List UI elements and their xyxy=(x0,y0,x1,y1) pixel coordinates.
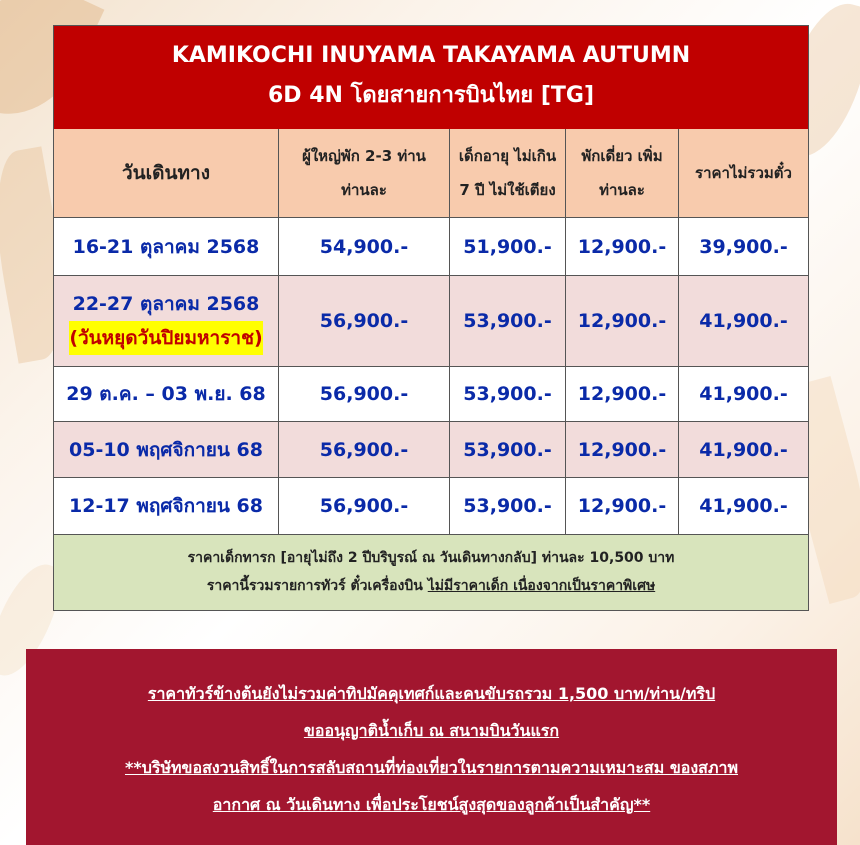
child-price: 53,900.- xyxy=(450,276,566,367)
terms-footer xyxy=(26,649,837,845)
single-supplement: 12,900.- xyxy=(566,367,679,422)
travel-date: 29 ต.ค. – 03 พ.ย. 68 xyxy=(54,367,279,422)
no-ticket-price: 41,900.- xyxy=(679,422,808,478)
price-table xyxy=(53,25,809,611)
child-price: 51,900.- xyxy=(450,218,566,276)
tour-title xyxy=(54,26,808,129)
travel-date xyxy=(54,276,279,367)
adult-price: 56,900.- xyxy=(279,367,450,422)
adult-price: 56,900.- xyxy=(279,276,450,367)
no-ticket-price: 41,900.- xyxy=(679,478,808,535)
single-supplement: 12,900.- xyxy=(566,276,679,367)
table-row xyxy=(54,422,808,478)
table-row xyxy=(54,367,808,422)
header-child: เด็กอายุ ไม่เกิน 7 ปี ไม่ใช้เตียง xyxy=(450,129,566,218)
collection-note: ขออนุญาติน้ำเก็บ ณ สนามบินวันแรก xyxy=(303,721,560,740)
holiday-note: (วันหยุดวันปิยมหาราช) xyxy=(69,321,262,355)
rights-note-1: **บริษัทขอสงวนสิทธิ์ในการสลับสถานที่ท่องเที่ยวในรายการตามความเหมาะสม ของสภาพ xyxy=(124,758,739,777)
adult-price: 56,900.- xyxy=(279,422,450,478)
child-price: 53,900.- xyxy=(450,422,566,478)
single-supplement: 12,900.- xyxy=(566,218,679,276)
header-single: พักเดี่ยว เพิ่ม ท่านละ xyxy=(566,129,679,218)
travel-date: 16-21 ตุลาคม 2568 xyxy=(54,218,279,276)
header-date: วันเดินทาง xyxy=(54,129,279,218)
tour-title-line1: KAMIKOCHI INUYAMA TAKAYAMA AUTUMN xyxy=(171,43,691,68)
no-ticket-price: 41,900.- xyxy=(679,367,808,422)
child-price: 53,900.- xyxy=(450,367,566,422)
table-row xyxy=(54,478,808,535)
table-row xyxy=(54,218,808,276)
adult-price: 54,900.- xyxy=(279,218,450,276)
single-supplement: 12,900.- xyxy=(566,422,679,478)
travel-date-text: 22-27 ตุลาคม 2568 xyxy=(72,293,260,315)
header-adult: ผู้ใหญ่พัก 2-3 ท่าน ท่านละ xyxy=(279,129,450,218)
travel-date: 05-10 พฤศจิกายน 68 xyxy=(54,422,279,478)
inclusion-note: ราคานี้รวมรายการทัวร์ ตั๋วเครื่องบิน ไม่มีราคาเด็ก เนื่องจากเป็นราคาพิเศษ xyxy=(206,578,656,594)
header-no-ticket: ราคาไม่รวมตั๋ว xyxy=(679,129,808,218)
tour-title-line2: 6D 4N โดยสายการบินไทย [TG] xyxy=(267,83,595,108)
travel-date: 12-17 พฤศจิกายน 68 xyxy=(54,478,279,535)
table-row xyxy=(54,276,808,367)
table-header-row xyxy=(54,129,808,218)
rights-note-2: อากาศ ณ วันเดินทาง เพื่อประโยชน์สูงสุดของลูกค้าเป็นสำคัญ** xyxy=(212,795,651,814)
no-ticket-price: 39,900.- xyxy=(679,218,808,276)
tip-note: ราคาทัวร์ข้างต้นยังไม่รวมค่าทิปมัคคุเทศก์และคนขับรถรวม 1,500 บาท/ท่าน/ทริป xyxy=(147,684,716,703)
infant-price-note: ราคาเด็กทารก [อายุไม่ถึง 2 ปีบริบูรณ์ ณ วันเดินทางกลับ] ท่านละ 10,500 บาท xyxy=(187,550,675,566)
adult-price: 56,900.- xyxy=(279,478,450,535)
single-supplement: 12,900.- xyxy=(566,478,679,535)
infant-note xyxy=(54,535,808,610)
child-price: 53,900.- xyxy=(450,478,566,535)
no-ticket-price: 41,900.- xyxy=(679,276,808,367)
